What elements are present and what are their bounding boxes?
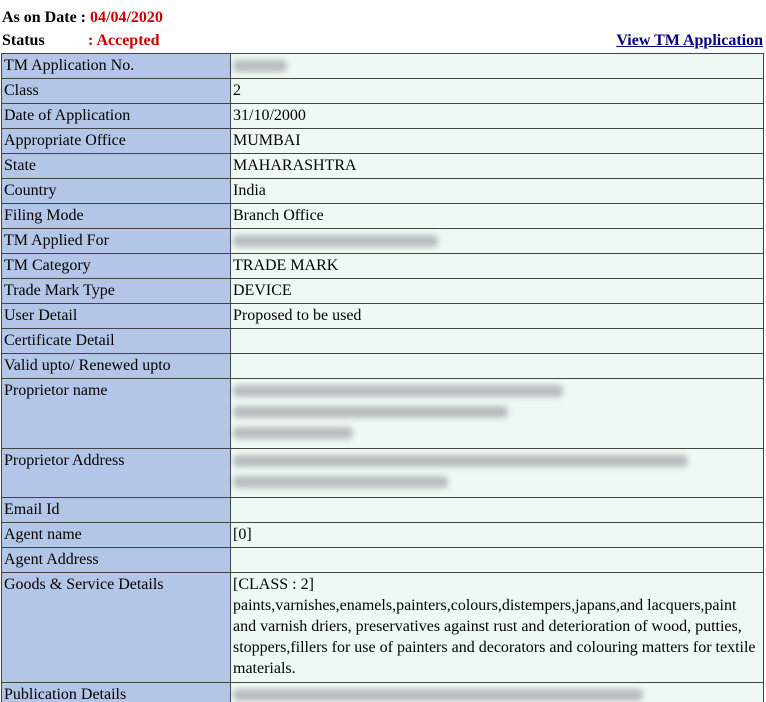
redacted-text	[233, 60, 287, 72]
row-value-publication-details	[231, 683, 764, 702]
row-value-user-detail: Proposed to be used	[231, 304, 764, 329]
table-row	[2, 279, 764, 304]
as-on-date	[2, 9, 163, 27]
table-row	[2, 379, 764, 449]
row-label-country: Country	[2, 179, 231, 204]
table-row	[2, 254, 764, 279]
row-value-trade-mark-type: DEVICE	[231, 279, 764, 304]
row-label-email-id: Email Id	[2, 498, 231, 523]
row-label-tm-applied-for: TM Applied For	[2, 229, 231, 254]
row-label-proprietor-name: Proprietor name	[2, 379, 231, 449]
table-row	[2, 304, 764, 329]
status-line	[2, 32, 160, 50]
row-label-publication-details: Publication Details	[2, 683, 231, 702]
status-label: Status	[2, 32, 45, 49]
view-tm-application-link[interactable]: View TM Application	[616, 32, 763, 49]
row-value-goods-services	[231, 573, 764, 683]
goods-description: paints,varnishes,enamels,painters,colours,distempers,japans,and lacquers,paint and varnish driers, preservatives against rust and deterioration of wood, putties, stoppers,fillers for use of painters and decorators and colouring matters for textile materials.	[233, 597, 756, 677]
as-on-date-label: As on Date :	[2, 9, 90, 26]
row-value-proprietor-name	[231, 379, 764, 449]
row-label-agent-name: Agent name	[2, 523, 231, 548]
row-label-class: Class	[2, 79, 231, 104]
redacted-text	[233, 427, 353, 439]
row-label-tm-category: TM Category	[2, 254, 231, 279]
row-label-agent-address: Agent Address	[2, 548, 231, 573]
as-on-date-value: 04/04/2020	[90, 9, 163, 26]
row-value-country: India	[231, 179, 764, 204]
row-label-user-detail: User Detail	[2, 304, 231, 329]
row-value-date-of-application: 31/10/2000	[231, 104, 764, 129]
row-value-class: 2	[231, 79, 764, 104]
row-label-valid-upto: Valid upto/ Renewed upto	[2, 354, 231, 379]
redacted-text	[233, 689, 643, 701]
application-details-table	[1, 53, 764, 702]
table-row	[2, 329, 764, 354]
row-value-application-no	[231, 54, 764, 79]
row-label-proprietor-address: Proprietor Address	[2, 449, 231, 498]
redacted-text	[233, 385, 563, 397]
page-banner-cut-off	[0, 0, 766, 9]
table-row	[2, 204, 764, 229]
row-label-certificate-detail: Certificate Detail	[2, 329, 231, 354]
table-row	[2, 498, 764, 523]
row-value-proprietor-address	[231, 449, 764, 498]
row-value-filing-mode: Branch Office	[231, 204, 764, 229]
table-row	[2, 523, 764, 548]
row-value-tm-category: TRADE MARK	[231, 254, 764, 279]
row-label-state: State	[2, 154, 231, 179]
table-row	[2, 179, 764, 204]
row-label-date-of-application: Date of Application	[2, 104, 231, 129]
row-label-goods-services: Goods & Service Details	[2, 573, 231, 683]
redacted-text	[233, 406, 508, 418]
table-row	[2, 154, 764, 179]
redacted-text	[233, 476, 448, 488]
row-label-appropriate-office: Appropriate Office	[2, 129, 231, 154]
table-row	[2, 354, 764, 379]
table-row	[2, 129, 764, 154]
table-row	[2, 548, 764, 573]
row-value-tm-applied-for	[231, 229, 764, 254]
table-row	[2, 573, 764, 683]
goods-class-line: [CLASS : 2]	[233, 576, 314, 593]
redacted-text	[233, 235, 438, 247]
table-row	[2, 104, 764, 129]
table-row	[2, 683, 764, 702]
table-row	[2, 79, 764, 104]
row-value-email-id	[231, 498, 764, 523]
status-value: : Accepted	[88, 32, 160, 49]
row-value-agent-name: [0]	[231, 523, 764, 548]
row-label-trade-mark-type: Trade Mark Type	[2, 279, 231, 304]
row-value-valid-upto	[231, 354, 764, 379]
row-value-agent-address	[231, 548, 764, 573]
row-value-certificate-detail	[231, 329, 764, 354]
row-label-filing-mode: Filing Mode	[2, 204, 231, 229]
redacted-text	[233, 455, 688, 467]
table-row	[2, 449, 764, 498]
row-label-application-no: TM Application No.	[2, 54, 231, 79]
row-value-state: MAHARASHTRA	[231, 154, 764, 179]
row-value-appropriate-office: MUMBAI	[231, 129, 764, 154]
table-row	[2, 229, 764, 254]
table-row	[2, 54, 764, 79]
